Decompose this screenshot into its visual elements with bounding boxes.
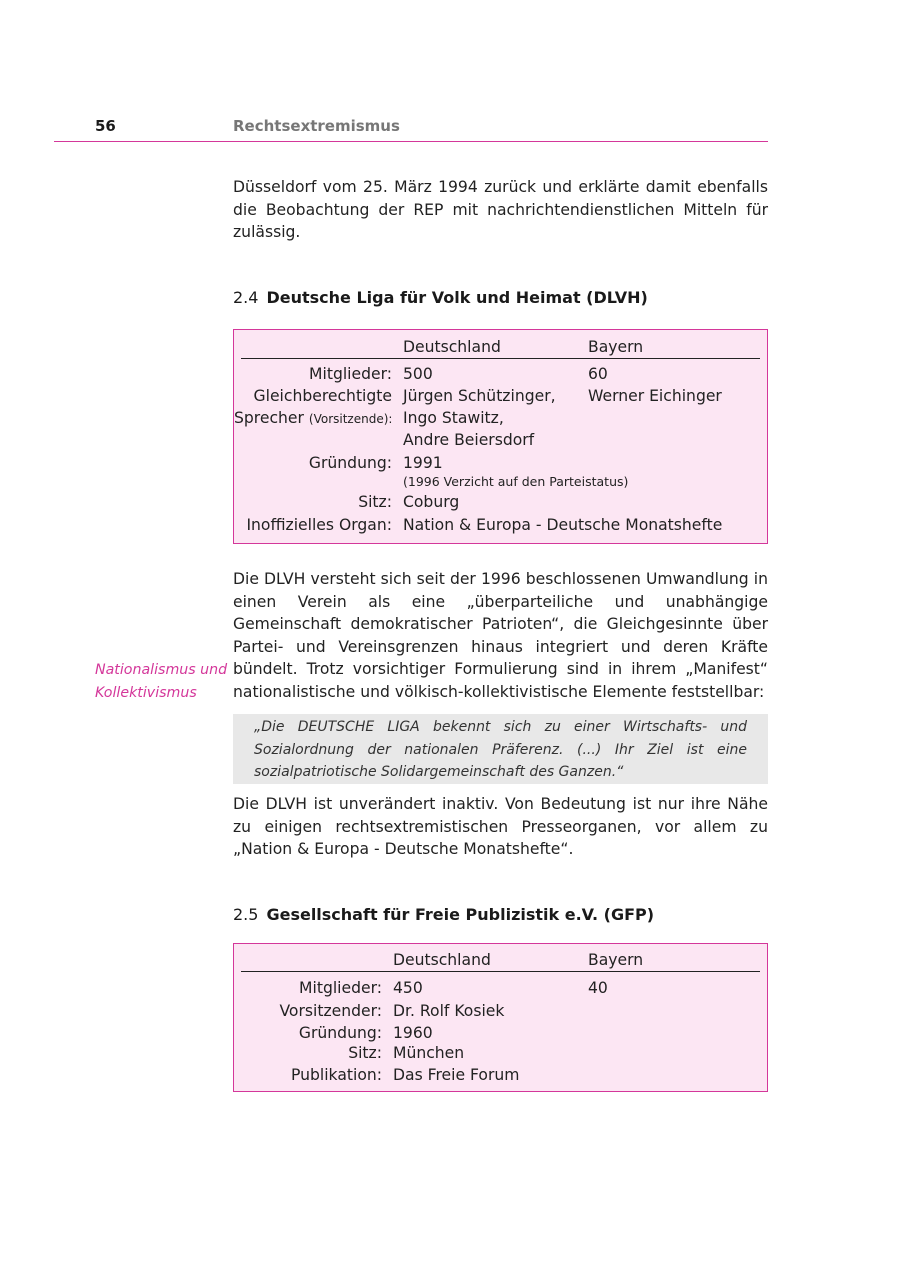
table-row-members bbox=[234, 977, 767, 999]
organ-value: Nation & Europa - Deutsche Monatshefte bbox=[403, 516, 723, 534]
speakers-label: Gleichberechtigte bbox=[253, 387, 392, 405]
table-row-founding-note bbox=[234, 471, 767, 493]
members-bavaria: 60 bbox=[588, 365, 608, 383]
chair-label: Vorsitzender: bbox=[279, 1002, 382, 1020]
table-row-seat bbox=[234, 491, 767, 513]
founding-label: Gründung: bbox=[298, 1024, 382, 1042]
table-row-seat bbox=[234, 1042, 767, 1064]
header-rule bbox=[54, 141, 768, 142]
chair-value: Dr. Rolf Kosiek bbox=[393, 1002, 505, 1020]
table-header-row bbox=[241, 336, 760, 359]
founding-year: 1991 bbox=[403, 454, 443, 472]
seat-label: Sitz: bbox=[358, 493, 392, 511]
members-label: Mitglieder: bbox=[309, 365, 392, 383]
members-bavaria: 40 bbox=[588, 979, 608, 997]
table-row-members bbox=[234, 363, 767, 385]
section-heading-gfp bbox=[233, 905, 654, 924]
manifest-quote: „Die DEUTSCHE LIGA bekennt sich zu einer Wirtschafts- und Sozialordnung der nationalen Präferenz. (...) Ihr Ziel ist eine sozialpatriotische Solidargemeinschaft des Ganzen.“ bbox=[254, 719, 747, 780]
members-germany: 450 bbox=[393, 979, 423, 997]
speaker-1: Jürgen Schützinger, bbox=[403, 387, 556, 405]
founding-label: Gründung: bbox=[308, 454, 392, 472]
publication-value: Das Freie Forum bbox=[393, 1066, 520, 1084]
table-row-chair bbox=[234, 1000, 767, 1022]
founding-note: (1996 Verzicht auf den Parteistatus) bbox=[403, 474, 629, 489]
table-row-publication bbox=[234, 1064, 767, 1086]
seat-value: München bbox=[393, 1044, 465, 1062]
speakers-label-2 bbox=[234, 407, 392, 430]
table-row-speakers bbox=[234, 385, 767, 407]
column-header-bavaria: Bayern bbox=[588, 338, 644, 356]
margin-note: Nationalismus und Kollektivismus bbox=[95, 662, 228, 701]
organ-label: Inoffizielles Organ: bbox=[246, 516, 392, 534]
page-number: 56 bbox=[95, 117, 116, 135]
intro-paragraph: Düsseldorf vom 25. März 1994 zurück und erklärte damit ebenfalls die Beobachtung der REP mit nachrichtendienstlichen Mitteln für zulässig. bbox=[233, 178, 768, 241]
dlvh-paragraph-2: Die DLVH ist unverändert inaktiv. Von Bedeutung ist nur ihre Nähe zu einigen rechtsextremistischen Presseorganen, vor allem zu „Nation & Europa - Deutsche Monatshefte“. bbox=[233, 795, 768, 858]
quote-box bbox=[233, 714, 768, 784]
speakers-label-main: Sprecher bbox=[234, 409, 304, 427]
publication-label: Publikation: bbox=[290, 1066, 382, 1084]
table-row-founding bbox=[234, 1022, 767, 1044]
members-label: Mitglieder: bbox=[299, 979, 382, 997]
speakers-label-small: (Vorsitzende): bbox=[308, 412, 393, 426]
table-header-row bbox=[241, 949, 760, 972]
table-row-speakers-3 bbox=[234, 429, 767, 451]
seat-label: Sitz: bbox=[348, 1044, 382, 1062]
seat-value: Coburg bbox=[403, 493, 460, 511]
founding-year: 1960 bbox=[393, 1024, 433, 1042]
dlvh-paragraph-1: Die DLVH versteht sich seit der 1996 beschlossenen Umwandlung in einen Verein als eine „überparteiliche und unabhängige Gemeinschaft demokratischer Patrioten“, die Gleichgesinnte über Partei- und Vereinsgrenzen hinaus integriert und deren Kräfte bündelt. Trotz vorsichtiger Formulierung sind in ihrem „Manifest“ nationalistische und völkisch-kollektivistische Elemente feststellbar: bbox=[233, 570, 768, 701]
section-number: 2.5 bbox=[233, 905, 259, 924]
table-row-speakers-2 bbox=[234, 407, 767, 429]
column-header-germany: Deutschland bbox=[403, 338, 501, 356]
section-title: Deutsche Liga für Volk und Heimat (DLVH) bbox=[266, 288, 648, 307]
speaker-3: Andre Beiersdorf bbox=[403, 431, 535, 449]
column-header-germany: Deutschland bbox=[393, 951, 491, 969]
column-header-bavaria: Bayern bbox=[588, 951, 644, 969]
members-germany: 500 bbox=[403, 365, 433, 383]
speaker-2: Ingo Stawitz, bbox=[403, 409, 504, 427]
speaker-bavaria: Werner Eichinger bbox=[588, 387, 722, 405]
table-row-organ bbox=[234, 514, 767, 536]
section-number: 2.4 bbox=[233, 288, 259, 307]
dlvh-info-table bbox=[233, 329, 768, 544]
gfp-info-table bbox=[233, 943, 768, 1092]
section-title: Gesellschaft für Freie Publizistik e.V. (GFP) bbox=[266, 905, 655, 924]
section-heading-dlvh bbox=[233, 288, 648, 307]
running-title: Rechtsextremismus bbox=[233, 117, 400, 135]
